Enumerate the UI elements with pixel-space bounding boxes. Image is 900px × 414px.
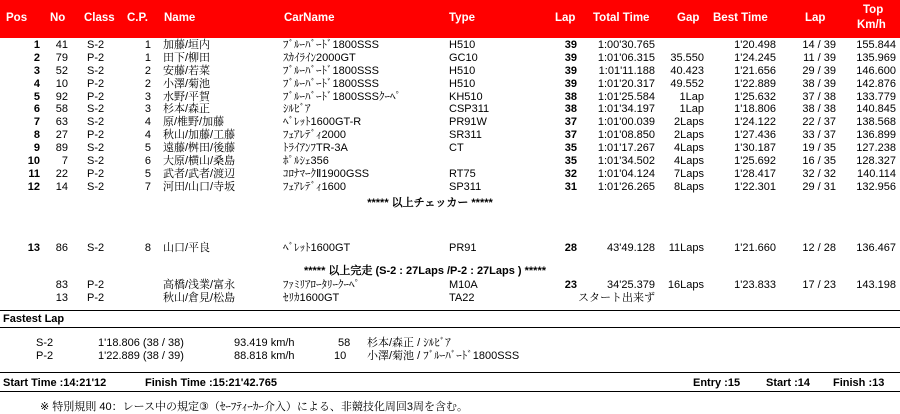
no-cell: 7 (61, 155, 68, 168)
header-no: No (50, 12, 66, 24)
no-cell: 79 (55, 51, 68, 64)
no-cell: 52 (55, 64, 68, 77)
type-cell: CT (449, 142, 464, 155)
fl-speed: 88.818 km/h (234, 350, 295, 362)
type-cell: SP311 (449, 180, 482, 193)
header-class: Class (84, 12, 115, 24)
car-cell: ﾌﾞﾙｰﾊﾞｰﾄﾞ1800SSS (283, 64, 379, 77)
best-time-cell: 1'21.660 (734, 242, 776, 254)
result-row (0, 142, 900, 155)
total-time-cell: 43'49.128 (607, 242, 655, 254)
header-total-time: Total Time (593, 12, 650, 24)
best-time-cell: 1'25.632 (734, 90, 776, 103)
no-cell: 86 (55, 242, 68, 254)
no-cell: 14 (55, 180, 68, 193)
start-time: Start Time :14:21'12 (3, 377, 107, 389)
class-cell: P-2 (87, 279, 105, 291)
result-row (0, 65, 900, 78)
name-cell: 山口/平良 (163, 242, 211, 254)
car-cell: ﾌｪｱﾚﾃﾞｨ2000 (283, 129, 346, 142)
pos-cell: 10 (27, 155, 40, 168)
best-time-cell: 1'25.692 (734, 155, 776, 168)
top-speed-cell: 128.327 (856, 155, 896, 168)
header-type: Type (449, 12, 475, 24)
no-cell: 13 (55, 292, 68, 304)
no-cell: 83 (55, 279, 68, 291)
car-cell: ﾎﾟﾙｼｪ356 (283, 155, 329, 168)
cp-cell: 4 (144, 116, 151, 129)
divider (0, 310, 900, 311)
best-lap-cell: 38 / 39 (802, 77, 836, 90)
cp-cell: 2 (144, 77, 151, 90)
car-cell: ﾌｧﾐﾘｱﾛｰﾀﾘｰｸｰﾍﾟ (283, 279, 360, 291)
header-best-time: Best Time (713, 12, 768, 24)
cp-cell: 4 (144, 129, 151, 142)
cp-cell: 8 (144, 242, 151, 254)
car-cell: ﾄﾗｲｱﾝﾌTR-3A (283, 142, 348, 155)
gap-cell: 8Laps (674, 180, 704, 193)
best-lap-cell: 32 / 32 (802, 167, 836, 180)
gap-cell: 11Laps (668, 242, 704, 254)
type-cell: H510 (449, 77, 476, 90)
total-time-cell: 1:01'20.317 (597, 77, 655, 90)
pos-cell: 8 (33, 129, 40, 142)
header-cp: C.P. (127, 12, 148, 24)
header-car-name: CarName (284, 12, 335, 24)
top-speed-cell: 143.198 (856, 279, 896, 291)
total-time-cell: 1:00'30.765 (597, 39, 655, 51)
gap-cell: 49.552 (670, 77, 704, 90)
top-speed-cell: 135.969 (856, 51, 896, 64)
best-time-cell: 1'22.889 (734, 77, 776, 90)
fl-no: 10 (334, 350, 347, 362)
total-time-cell: 1:01'04.124 (597, 167, 655, 180)
lap-cell: 37 (564, 116, 577, 129)
class-cell: S-2 (87, 39, 105, 51)
lap-cell: 39 (564, 77, 577, 90)
gap-cell: 1Lap (679, 103, 704, 116)
best-time-cell: 1'30.187 (734, 142, 776, 155)
total-time-cell: 1:01'08.850 (597, 129, 655, 142)
no-cell: 89 (55, 142, 68, 155)
lap-cell: 38 (564, 90, 577, 103)
lap-cell: 39 (564, 64, 577, 77)
top-speed-cell: 155.844 (856, 39, 896, 51)
class-cell: S-2 (87, 155, 105, 168)
class-cell: P-2 (87, 77, 105, 90)
unclassified-row (0, 292, 900, 305)
best-time-cell: 1'27.436 (734, 129, 776, 142)
best-lap-cell: 38 / 38 (802, 103, 836, 116)
best-time-cell: 1'18.806 (734, 103, 776, 116)
lap-cell: 38 (564, 103, 577, 116)
best-lap-cell: 29 / 39 (802, 64, 836, 77)
name-cell: 秋山/倉見/松島 (163, 292, 236, 304)
class-cell: P-2 (87, 292, 105, 304)
class-cell: S-2 (87, 180, 105, 193)
best-lap-cell: 12 / 28 (802, 242, 836, 254)
dns-note: スタート出来ず (578, 292, 655, 304)
best-lap-cell: 33 / 37 (802, 129, 836, 142)
total-time-cell: 1:01'26.265 (597, 180, 655, 193)
pos-cell: 1 (33, 39, 40, 51)
pos-cell: 12 (27, 180, 40, 193)
result-row (0, 78, 900, 91)
header-best-lap: Lap (805, 12, 826, 24)
top-speed-cell: 127.238 (856, 142, 896, 155)
pos-cell: 11 (28, 167, 40, 180)
best-time-cell: 1'28.417 (734, 167, 776, 180)
results-table (0, 39, 900, 194)
gap-cell: 7Laps (674, 167, 704, 180)
class-cell: P-2 (87, 51, 105, 64)
no-cell: 63 (55, 116, 68, 129)
lap-cell: 35 (564, 155, 577, 168)
cp-cell: 6 (144, 155, 151, 168)
no-cell: 92 (55, 90, 68, 103)
result-row (0, 103, 900, 116)
name-cell: 安藤/若菜 (163, 64, 211, 77)
type-cell: CSP311 (449, 103, 490, 116)
best-lap-cell: 19 / 35 (802, 142, 836, 155)
cp-cell: 3 (144, 90, 151, 103)
class-cell: S-2 (87, 64, 105, 77)
total-time-cell: 1:01'00.039 (597, 116, 655, 129)
gap-cell: 16Laps (667, 279, 704, 291)
best-lap-cell: 22 / 37 (802, 116, 836, 129)
total-time-cell: 1:01'34.502 (597, 155, 655, 168)
finish-count: Finish :13 (833, 377, 885, 389)
cp-cell: 5 (144, 167, 151, 180)
top-speed-cell: 138.568 (856, 116, 896, 129)
header-lap: Lap (555, 12, 576, 24)
pos-cell: 6 (33, 103, 40, 116)
cp-cell: 7 (144, 180, 151, 193)
divider (0, 372, 900, 373)
cp-cell: 1 (144, 39, 151, 51)
gap-cell: 4Laps (674, 142, 704, 155)
fl-time: 1'22.889 (38 / 39) (98, 350, 184, 362)
gap-cell: 1Lap (679, 90, 704, 103)
lap-cell: 39 (564, 51, 577, 64)
top-speed-cell: 142.876 (856, 77, 896, 90)
pos-cell: 2 (33, 51, 40, 64)
type-cell: M10A (449, 279, 478, 291)
top-speed-cell: 132.956 (856, 180, 896, 193)
result-row (0, 116, 900, 129)
car-cell: ｽｶｲﾗｲﾝ2000GT (283, 51, 356, 64)
car-cell: ﾌﾞﾙｰﾊﾞｰﾄﾞ1800SSSｸｰﾍﾟ (283, 90, 401, 103)
car-cell: ｼﾙﾋﾞｱ (283, 103, 311, 116)
no-cell: 10 (55, 77, 68, 90)
total-time-cell: 1:01'11.188 (598, 64, 655, 77)
car-cell: ｾﾘｶ1600GT (283, 292, 340, 304)
total-time-cell: 1:01'17.267 (597, 142, 655, 155)
name-cell: 小澤/菊池 (163, 77, 211, 90)
no-cell: 41 (55, 39, 68, 51)
pos-cell: 9 (33, 142, 40, 155)
fastest-lap-row (0, 350, 900, 363)
top-speed-cell: 140.114 (857, 167, 896, 180)
name-cell: 秋山/加藤/工藤 (163, 129, 236, 142)
type-cell: SR311 (449, 129, 482, 142)
best-lap-cell: 37 / 38 (802, 90, 836, 103)
fastest-lap-title: Fastest Lap (3, 313, 65, 325)
best-lap-cell: 14 / 39 (802, 39, 836, 51)
no-cell: 22 (55, 167, 68, 180)
footer (0, 376, 900, 390)
header-name: Name (164, 12, 196, 24)
type-cell: GC10 (449, 51, 478, 64)
class-cell: S-2 (87, 103, 105, 116)
cp-cell: 2 (144, 64, 151, 77)
checker-note: ***** 以上チェッカー ***** (367, 197, 493, 209)
pos-cell: 3 (33, 64, 40, 77)
name-cell: 高橋/浅業/富永 (163, 279, 236, 291)
class-cell: S-2 (87, 142, 105, 155)
name-cell: 大原/横山/桑島 (163, 155, 236, 168)
pos-cell: 13 (27, 242, 40, 254)
result-row (0, 168, 900, 181)
fl-speed: 93.419 km/h (234, 337, 295, 349)
lap-cell: 31 (564, 180, 577, 193)
name-cell: 加藤/垣内 (163, 39, 211, 51)
lap-cell: 32 (564, 167, 577, 180)
name-cell: 原/椎野/加藤 (163, 116, 225, 129)
gap-cell: 2Laps (674, 129, 704, 142)
header-top-line2: Km/h (857, 19, 886, 31)
car-cell: ﾌﾞﾙｰﾊﾞｰﾄﾞ1800SSS (283, 39, 379, 51)
row-13 (0, 242, 900, 255)
type-cell: H510 (449, 64, 476, 77)
best-time-cell: 1'20.498 (734, 39, 776, 51)
class-cell: P-2 (87, 129, 105, 142)
cp-cell: 1 (144, 51, 151, 64)
pos-cell: 5 (33, 90, 40, 103)
type-cell: RT75 (449, 167, 476, 180)
fl-class: P-2 (36, 350, 54, 362)
fl-class: S-2 (36, 337, 54, 349)
best-lap-cell: 11 / 39 (803, 51, 836, 64)
best-time-cell: 1'23.833 (734, 279, 776, 291)
finish-note: ***** 以上完走 (S-2 : 27Laps /P-2 : 27Laps ) ***** (303, 265, 547, 277)
finish-time: Finish Time :15:21'42.765 (145, 377, 278, 389)
class-cell: P-2 (87, 167, 105, 180)
header-top-line1: Top (863, 4, 884, 16)
best-lap-cell: 16 / 35 (802, 155, 836, 168)
gap-cell: 4Laps (674, 155, 704, 168)
top-speed-cell: 146.600 (856, 64, 896, 77)
car-cell: ﾌﾞﾙｰﾊﾞｰﾄﾞ1800SSS (283, 77, 379, 90)
divider (0, 391, 900, 392)
fl-driver: 杉本/森正 / ｼﾙﾋﾞｱ (367, 337, 451, 349)
no-cell: 27 (55, 129, 68, 142)
result-row (0, 155, 900, 168)
car-cell: ﾌｪｱﾚﾃﾞｨ1600 (283, 180, 346, 193)
name-cell: 水野/平賀 (163, 90, 211, 103)
divider (0, 327, 900, 328)
total-time-cell: 1:01'25.584 (597, 90, 655, 103)
best-time-cell: 1'22.301 (734, 180, 776, 193)
type-cell: H510 (449, 39, 476, 51)
lap-cell: 39 (564, 39, 577, 51)
car-cell: ｺﾛﾅﾏｰｸⅡ1900GSS (283, 167, 370, 180)
entry-count: Entry :15 (693, 377, 741, 389)
remark: ※ 特別規則 40：レース中の規定③（ｾｰﾌﾃｨｰｶｰ介入）による、非競技化周回3周を含む。 (40, 401, 468, 413)
no-cell: 58 (55, 103, 68, 116)
result-row (0, 129, 900, 142)
start-count: Start :14 (766, 377, 811, 389)
result-row (0, 52, 900, 65)
results-header (0, 0, 900, 38)
cp-cell: 5 (144, 142, 151, 155)
gap-cell: 2Laps (674, 116, 704, 129)
result-row (0, 181, 900, 194)
name-cell: 杉本/森正 (163, 103, 211, 116)
unclassified-row (0, 279, 900, 292)
name-cell: 武者/武者/渡辺 (163, 167, 236, 180)
lap-cell: 37 (564, 129, 577, 142)
total-time-cell: 34'25.379 (607, 279, 655, 291)
pos-cell: 4 (33, 77, 40, 90)
best-lap-cell: 17 / 23 (802, 279, 836, 291)
best-time-cell: 1'21.656 (734, 64, 776, 77)
top-speed-cell: 136.899 (856, 129, 896, 142)
best-time-cell: 1'24.245 (734, 51, 776, 64)
class-cell: P-2 (87, 90, 105, 103)
fl-time: 1'18.806 (38 / 38) (98, 337, 184, 349)
lap-cell: 23 (564, 279, 577, 291)
result-row (0, 39, 900, 52)
lap-cell: 35 (564, 142, 577, 155)
top-speed-cell: 140.845 (856, 103, 896, 116)
best-time-cell: 1'24.122 (734, 116, 776, 129)
top-speed-cell: 136.467 (856, 242, 896, 254)
cp-cell: 3 (144, 103, 151, 116)
type-cell: PR91 (449, 242, 477, 254)
fl-driver: 小澤/菊池 / ﾌﾞﾙｰﾊﾞｰﾄﾞ1800SSS (367, 350, 520, 362)
gap-cell: 40.423 (670, 64, 704, 77)
pos-cell: 7 (33, 116, 40, 129)
name-cell: 遠藤/桝田/後藤 (163, 142, 236, 155)
class-cell: S-2 (87, 116, 105, 129)
car-cell: ﾍﾞﾚｯﾄ1600GT (283, 242, 351, 254)
result-row (0, 91, 900, 104)
lap-cell: 28 (564, 242, 577, 254)
car-cell: ﾍﾞﾚｯﾄ1600GT-R (283, 116, 362, 129)
gap-cell: 35.550 (670, 51, 704, 64)
name-cell: 田下/柳田 (163, 51, 211, 64)
type-cell: KH510 (449, 90, 483, 103)
name-cell: 河田/山口/寺坂 (163, 180, 236, 193)
class-cell: S-2 (87, 242, 105, 254)
best-lap-cell: 29 / 31 (802, 180, 836, 193)
total-time-cell: 1:01'06.315 (597, 51, 655, 64)
header-gap: Gap (677, 12, 700, 24)
top-speed-cell: 133.779 (856, 90, 896, 103)
fl-no: 58 (338, 337, 351, 349)
header-pos: Pos (6, 12, 28, 24)
fastest-lap-row (0, 337, 900, 350)
total-time-cell: 1:01'34.197 (597, 103, 655, 116)
type-cell: TA22 (449, 292, 475, 304)
type-cell: PR91W (449, 116, 487, 129)
